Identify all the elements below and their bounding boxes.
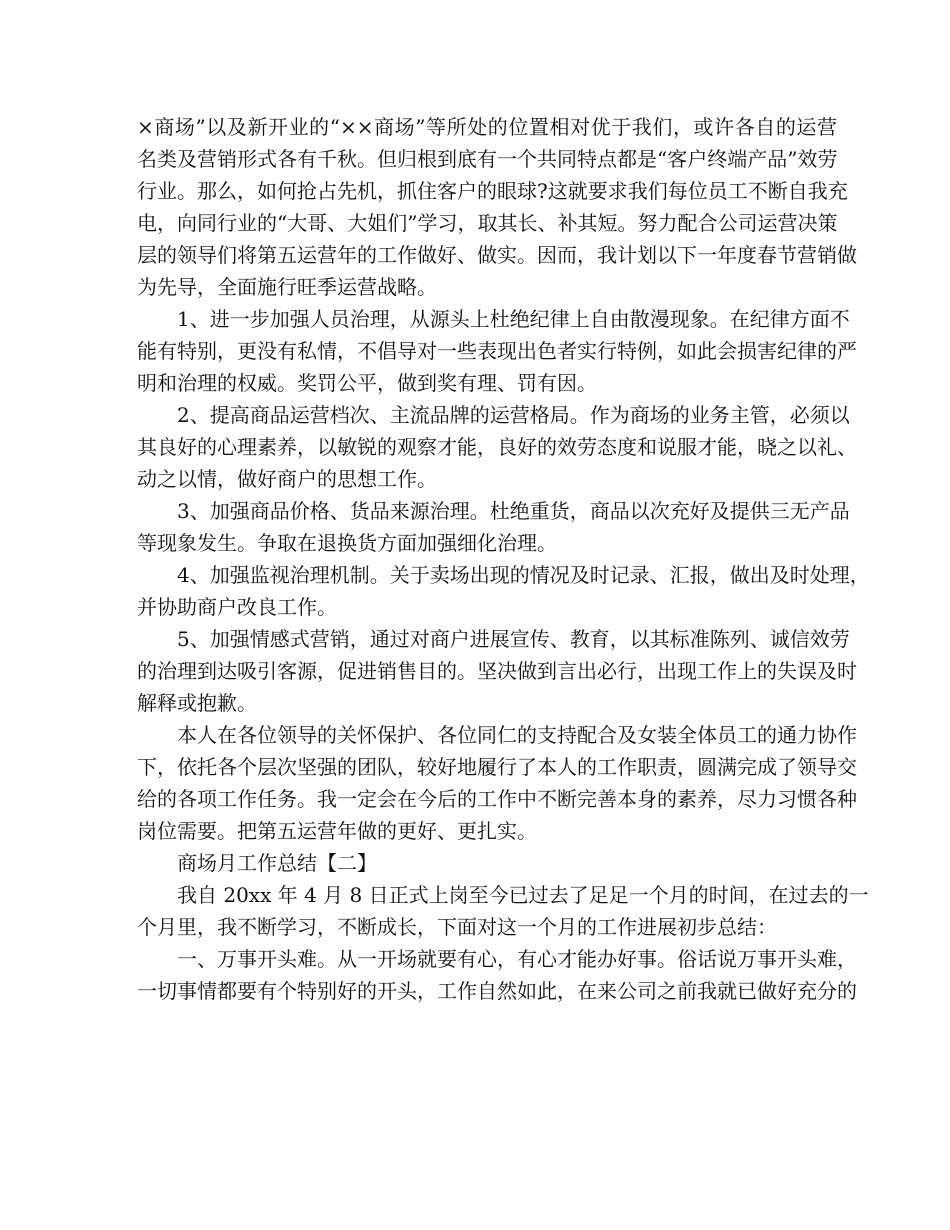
list-item-3: 3、加强商品价格、货品来源治理。杜绝重货，商品以次充好及提供三无产品 bbox=[177, 499, 850, 523]
list-item-5: 5、加强情感式营销，通过对商户进展宣传、教育，以其标准陈列、诚信效劳 bbox=[177, 627, 850, 651]
text-line: 的治理到达吸引客源，促进销售目的。坚决做到言出必行，出现工作上的失误及时 bbox=[137, 659, 857, 683]
text-line: 行业。那么，如何抢占先机，抓住客户的眼球?这就要求我们每位员工不断自我充 bbox=[137, 179, 848, 203]
text-line: 等现象发生。争取在退换货方面加强细化治理。 bbox=[137, 531, 557, 555]
text-line: ×商场”以及新开业的“××商场”等所处的位置相对优于我们，或许各自的运营 bbox=[137, 115, 837, 139]
text-line: 电，向同行业的“大哥、大姐们”学习，取其长、补其短。努力配合公司运营决策 bbox=[137, 211, 838, 235]
text-line: 动之以情，做好商户的思想工作。 bbox=[137, 467, 437, 491]
paragraph-start: 一、万事开头难。从一开场就要有心，有心才能办好事。俗话说万事开头难， bbox=[177, 947, 857, 971]
list-item-2: 2、提高商品运营档次、主流品牌的运营格局。作为商场的业务主管，必须以 bbox=[177, 403, 850, 427]
text-line: 下，依托各个层次坚强的团队，较好地履行了本人的工作职责，圆满完成了领导交 bbox=[137, 755, 857, 779]
text-line: 名类及营销形式各有千秋。但归根到底有一个共同特点都是“客户终端产品”效劳 bbox=[137, 147, 838, 171]
text-line: 个月里，我不断学习，不断成长，下面对这一个月的工作进展初步总结： bbox=[137, 915, 777, 939]
paragraph-start: 我自 20xx 年 4 月 8 日正式上岗至今已过去了足足一个月的时间，在过去的一 bbox=[177, 883, 869, 907]
text-line: 能有特别，更没有私情，不倡导对一些表现出色者实行特例，如此会损害纪律的严 bbox=[137, 339, 857, 363]
text-line: 并协助商户改良工作。 bbox=[137, 595, 337, 619]
text-line: 岗位需要。把第五运营年做的更好、更扎实。 bbox=[137, 819, 537, 843]
text-line: 给的各项工作任务。我一定会在今后的工作中不断完善本身的素养，尽力习惯各种 bbox=[137, 787, 857, 811]
list-item-4: 4、加强监视治理机制。关于卖场出现的情况及时记录、汇报，做出及时处理， bbox=[177, 563, 870, 587]
text-line: 明和治理的权威。奖罚公平，做到奖有理、罚有因。 bbox=[137, 371, 597, 395]
text-line: 为先导，全面施行旺季运营战略。 bbox=[137, 275, 437, 299]
text-line: 层的领导们将第五运营年的工作做好、做实。因而，我计划以下一年度春节营销做 bbox=[137, 243, 857, 267]
text-line: 其良好的心理素养，以敏锐的观察才能，良好的效劳态度和说服才能，晓之以礼、 bbox=[137, 435, 857, 459]
list-item-1: 1、进一步加强人员治理，从源头上杜绝纪律上自由散漫现象。在纪律方面不 bbox=[177, 307, 850, 331]
text-line: 解释或抱歉。 bbox=[137, 691, 257, 715]
section-heading: 商场月工作总结【二】 bbox=[177, 851, 377, 875]
paragraph-start: 本人在各位领导的关怀保护、各位同仁的支持配合及女装全体员工的通力协作 bbox=[177, 723, 857, 747]
text-line: 一切事情都要有个特别好的开头，工作自然如此，在来公司之前我就已做好充分的 bbox=[137, 979, 857, 1003]
document-body bbox=[137, 111, 870, 1007]
